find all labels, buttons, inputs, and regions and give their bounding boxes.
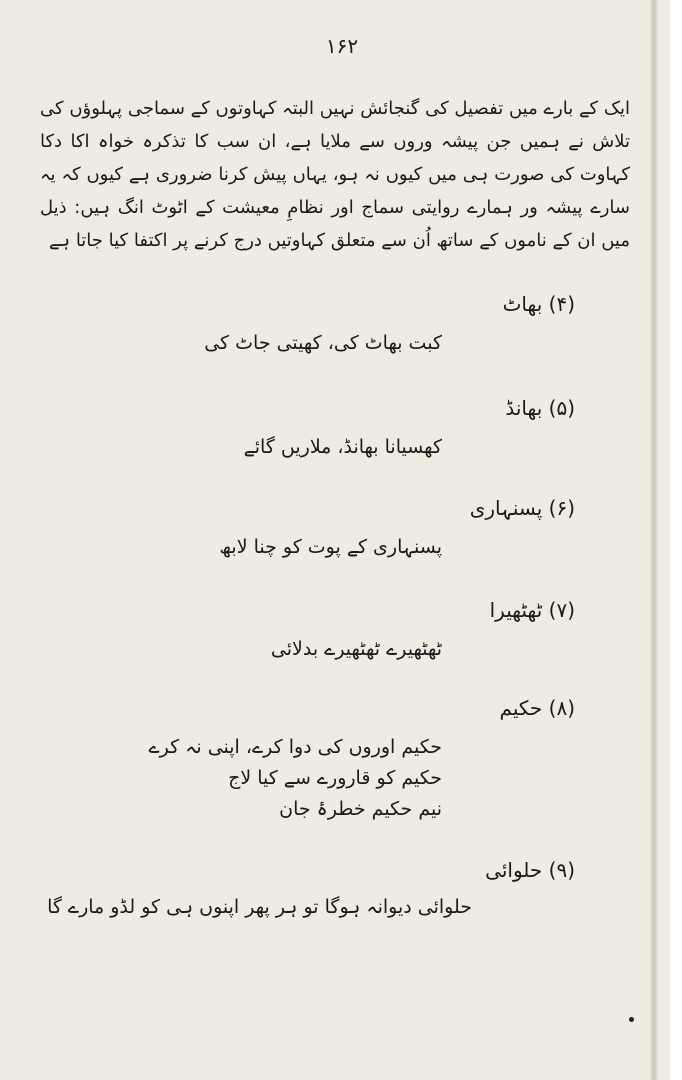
proverb-9-1: حلوائی دیوانہ ہوگا تو ہر پھر اپنوں ہی کو لڈو مارے گا [47, 896, 472, 918]
intro-paragraph [40, 92, 630, 257]
proverb-group-8 [149, 732, 442, 825]
proverb-4-1: کبت بھاٹ کی، کھیتی جاٹ کی [204, 332, 442, 354]
proverb-7-1: ٹھٹھیرے ٹھٹھیرے بدلائی [270, 638, 442, 660]
proverb-8-2: حکیم کو قارورے سے کیا لاج [228, 767, 442, 789]
proverb-8-3: نیم حکیم خطرۂ جان [279, 798, 442, 820]
proverb-8-1: حکیم اوروں کی دوا کرے، اپنی نہ کرے [148, 736, 442, 758]
section-heading-7: (۷) ٹھٹھیرا [489, 598, 575, 622]
section-heading-6: (۶) پسنہاری [469, 496, 575, 520]
section-heading-8: (۸) حکیم [499, 696, 575, 720]
page-mark-dot [629, 1017, 634, 1022]
intro-text: ایک کے بارے میں تفصیل کی گنجائش نہیں البتہ کہاوتوں کے سماجی پہلوؤں کی تلاش نے ہمیں جن پیشہ وروں سے ملایا ہے، ان سب کا تذکرہ خواہ اکا دکا کہاوت کی صورت ہی میں کیوں نہ ہو، یہاں پیش کرنا ضروری ہے کیوں کہ یہ سارے پیشہ ور ہمارے روایتی سماج اور نظامِ معیشت کے اٹوٹ انگ ہیں: ذیل میں ان کے ناموں کے ساتھ اُن سے متعلق کہاوتیں درج کرنے پر اکتفا کیا جاتا ہے [40, 98, 630, 251]
section-heading-9: (۹) حلوائی [485, 858, 575, 882]
page-number: ۱۶۲ [325, 34, 359, 58]
section-heading-4: (۴) بھاٹ [502, 292, 575, 316]
proverb-6-1: پسنہاری کے پوت کو چنا لابھ [219, 536, 442, 558]
page-spine-shadow [650, 0, 658, 1080]
proverb-5-1: کھسیانا بھانڈ، ملاریں گائے [243, 436, 442, 458]
section-heading-5: (۵) بھانڈ [505, 396, 575, 420]
